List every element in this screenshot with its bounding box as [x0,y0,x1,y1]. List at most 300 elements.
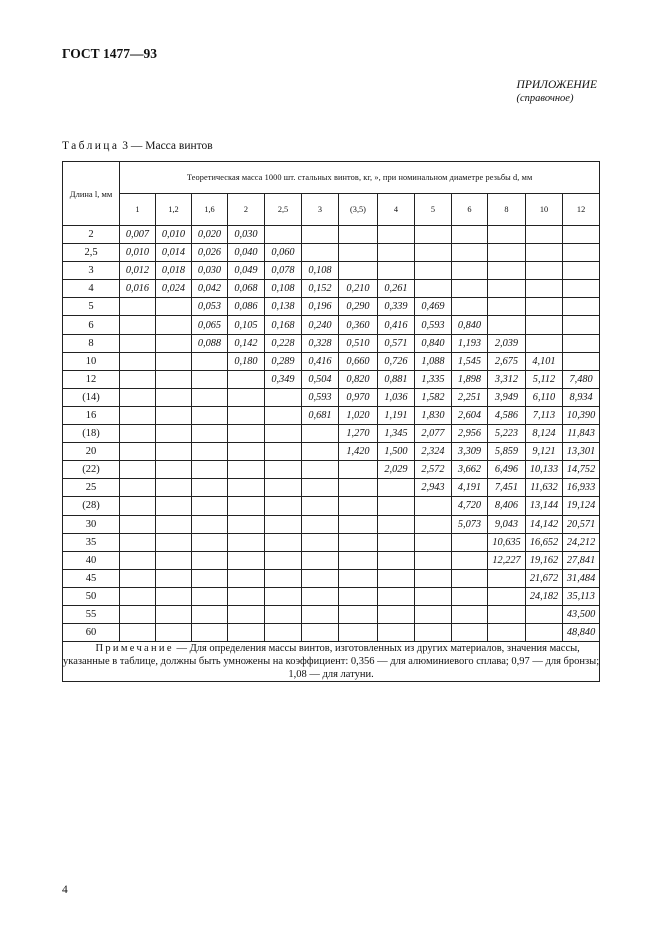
mass-cell [265,425,302,443]
mass-cell [228,587,265,605]
mass-cell [339,515,378,533]
mass-cell [526,334,563,352]
mass-cell [415,262,452,280]
table-caption-text: 3 — Масса винтов [119,140,213,152]
mass-cell [192,406,228,424]
mass-cell: 0,970 [339,388,378,406]
length-cell: 3 [63,262,120,280]
mass-cell [302,605,339,623]
mass-cell: 9,043 [488,515,526,533]
mass-cell [415,515,452,533]
mass-cell [452,551,488,569]
table-row [63,533,600,551]
mass-cell [228,461,265,479]
mass-cell [120,569,156,587]
length-cell: 4 [63,280,120,298]
mass-cell: 0,049 [228,262,265,280]
mass-cell [265,605,302,623]
mass-cell [156,515,192,533]
mass-cell [228,605,265,623]
length-cell: 20 [63,443,120,461]
mass-cell: 1,345 [378,425,415,443]
mass-cell [339,587,378,605]
mass-cell: 0,360 [339,316,378,334]
mass-cell: 16,652 [526,533,563,551]
diameter-header: 8 [488,194,526,226]
mass-cell [488,624,526,642]
mass-cell [265,406,302,424]
mass-cell: 11,632 [526,479,563,497]
mass-cell: 27,841 [563,551,600,569]
table-row [63,334,600,352]
mass-cell: 1,420 [339,443,378,461]
mass-cell [339,497,378,515]
mass-cell [415,587,452,605]
table-row [63,569,600,587]
mass-cell: 0,020 [192,226,228,244]
mass-cell [120,443,156,461]
mass-cell [192,551,228,569]
mass-cell: 0,681 [302,406,339,424]
mass-cell: 0,290 [339,298,378,316]
mass-cell: 1,500 [378,443,415,461]
table-row [63,624,600,642]
length-cell: 40 [63,551,120,569]
mass-cell [488,298,526,316]
mass-cell [265,587,302,605]
mass-cell: 6,496 [488,461,526,479]
mass-cell: 0,010 [120,244,156,262]
mass-cell: 13,301 [563,443,600,461]
table-row [63,316,600,334]
mass-cell [120,461,156,479]
table-row [63,497,600,515]
mass-cell: 0,060 [265,244,302,262]
mass-cell [120,533,156,551]
mass-cell: 0,016 [120,280,156,298]
mass-cell: 7,451 [488,479,526,497]
mass-cell: 0,108 [265,280,302,298]
mass-cell: 0,840 [452,316,488,334]
mass-cell [302,515,339,533]
mass-cell: 0,726 [378,352,415,370]
mass-cell [120,479,156,497]
mass-cell: 2,956 [452,425,488,443]
mass-cell [339,551,378,569]
mass-cell: 2,251 [452,388,488,406]
mass-cell [488,280,526,298]
note-label: Примечание [95,643,174,655]
mass-cell [339,262,378,280]
note-row [63,642,600,682]
mass-cell: 6,110 [526,388,563,406]
mass-cell: 0,469 [415,298,452,316]
mass-group-header: Теоретическая масса 1000 шт. стальных винтов, кг, », при номинальном диаметре резьбы d, мм [120,162,600,194]
mass-cell [156,443,192,461]
mass-cell: 0,105 [228,316,265,334]
diameter-header: 1 [120,194,156,226]
mass-cell [526,316,563,334]
mass-cell [378,587,415,605]
mass-cell: 2,077 [415,425,452,443]
mass-cell [120,515,156,533]
mass-cell: 1,898 [452,370,488,388]
table-note [63,642,600,682]
mass-cell: 0,660 [339,352,378,370]
mass-cell [378,262,415,280]
mass-cell [120,406,156,424]
mass-cell [415,605,452,623]
mass-cell [488,316,526,334]
mass-cell [302,461,339,479]
table-body [63,226,600,642]
mass-cell [378,605,415,623]
mass-cell [302,226,339,244]
mass-cell: 0,026 [192,244,228,262]
mass-cell [192,388,228,406]
mass-cell: 10,635 [488,533,526,551]
length-cell: (28) [63,497,120,515]
mass-cell [563,244,600,262]
mass-cell [339,244,378,262]
mass-cell [452,605,488,623]
mass-cell [378,515,415,533]
mass-cell: 0,042 [192,280,228,298]
mass-cell [156,533,192,551]
length-cell: 16 [63,406,120,424]
mass-cell [228,443,265,461]
mass-cell [120,587,156,605]
mass-cell: 7,113 [526,406,563,424]
table-row [63,388,600,406]
mass-cell [452,298,488,316]
mass-cell: 4,191 [452,479,488,497]
mass-cell [192,533,228,551]
mass-cell [120,370,156,388]
mass-cell [452,624,488,642]
mass-cell: 4,586 [488,406,526,424]
mass-cell [120,388,156,406]
mass-cell [265,388,302,406]
mass-cell [265,533,302,551]
mass-cell: 0,571 [378,334,415,352]
mass-cell [526,226,563,244]
mass-cell: 48,840 [563,624,600,642]
screw-mass-table [62,161,600,682]
mass-cell [156,388,192,406]
mass-cell [563,316,600,334]
mass-cell: 0,068 [228,280,265,298]
mass-cell [192,515,228,533]
mass-cell: 0,416 [378,316,415,334]
length-column-header: Длина l, мм [63,162,120,226]
mass-cell [120,352,156,370]
mass-cell: 2,572 [415,461,452,479]
mass-cell: 8,406 [488,497,526,515]
mass-cell [302,443,339,461]
mass-cell [302,624,339,642]
mass-cell [302,497,339,515]
mass-cell: 0,065 [192,316,228,334]
mass-cell [156,316,192,334]
mass-cell [339,605,378,623]
mass-cell [265,497,302,515]
mass-cell: 0,053 [192,298,228,316]
appendix-heading [517,78,597,106]
length-cell: 5 [63,298,120,316]
mass-cell [452,280,488,298]
mass-cell: 0,108 [302,262,339,280]
mass-cell [452,533,488,551]
mass-cell [120,334,156,352]
mass-cell: 2,324 [415,443,452,461]
mass-cell [378,244,415,262]
length-cell: (22) [63,461,120,479]
mass-cell: 43,500 [563,605,600,623]
mass-cell [156,461,192,479]
length-cell: 10 [63,352,120,370]
mass-cell [415,226,452,244]
mass-cell: 2,943 [415,479,452,497]
mass-cell [415,244,452,262]
mass-cell: 0,030 [192,262,228,280]
mass-cell: 2,029 [378,461,415,479]
diameter-header: 5 [415,194,452,226]
mass-cell: 0,012 [120,262,156,280]
mass-cell [563,226,600,244]
page-number: 4 [62,884,68,896]
mass-cell: 0,040 [228,244,265,262]
mass-cell [378,551,415,569]
table-row [63,443,600,461]
mass-cell: 3,949 [488,388,526,406]
mass-cell: 21,672 [526,569,563,587]
mass-cell [488,569,526,587]
mass-cell [302,587,339,605]
table-row [63,425,600,443]
mass-cell [228,497,265,515]
mass-cell [120,551,156,569]
length-cell: 35 [63,533,120,551]
mass-cell: 1,036 [378,388,415,406]
mass-cell: 0,261 [378,280,415,298]
mass-cell: 3,309 [452,443,488,461]
diameter-header: (3,5) [339,194,378,226]
mass-cell: 0,510 [339,334,378,352]
diameter-header: 12 [563,194,600,226]
table-row [63,551,600,569]
mass-cell: 8,934 [563,388,600,406]
mass-cell [192,624,228,642]
length-cell: 6 [63,316,120,334]
mass-cell [156,497,192,515]
length-cell: 2,5 [63,244,120,262]
mass-cell [452,244,488,262]
mass-cell: 4,720 [452,497,488,515]
mass-cell [192,352,228,370]
table-row [63,244,600,262]
mass-cell [156,425,192,443]
mass-cell [378,497,415,515]
table-caption [62,140,213,152]
mass-cell [265,515,302,533]
table-caption-label: Таблица [62,140,120,152]
mass-cell [156,352,192,370]
diameter-header: 2,5 [265,194,302,226]
mass-cell: 0,210 [339,280,378,298]
mass-cell [339,461,378,479]
mass-cell: 4,101 [526,352,563,370]
mass-cell [156,624,192,642]
mass-cell [452,569,488,587]
mass-cell [488,262,526,280]
mass-cell [563,334,600,352]
appendix-title: ПРИЛОЖЕНИЕ [516,79,597,91]
mass-cell: 1,270 [339,425,378,443]
mass-cell [563,352,600,370]
mass-cell: 9,121 [526,443,563,461]
mass-cell [378,533,415,551]
mass-cell [265,624,302,642]
diameter-header: 6 [452,194,488,226]
mass-cell: 5,112 [526,370,563,388]
mass-cell: 0,142 [228,334,265,352]
mass-cell: 20,571 [563,515,600,533]
mass-cell [156,587,192,605]
mass-cell [228,370,265,388]
mass-cell [415,497,452,515]
mass-cell: 24,182 [526,587,563,605]
mass-cell [452,262,488,280]
table-row [63,370,600,388]
mass-cell: 19,162 [526,551,563,569]
mass-cell [228,569,265,587]
mass-cell [192,569,228,587]
table-row [63,262,600,280]
mass-cell: 0,339 [378,298,415,316]
diameter-header: 1,2 [156,194,192,226]
mass-cell: 5,859 [488,443,526,461]
mass-cell: 0,349 [265,370,302,388]
diameter-header: 3 [302,194,339,226]
mass-cell: 1,088 [415,352,452,370]
mass-cell: 0,138 [265,298,302,316]
mass-cell: 0,018 [156,262,192,280]
mass-cell: 5,223 [488,425,526,443]
mass-cell [192,497,228,515]
mass-cell [228,406,265,424]
length-cell: 25 [63,479,120,497]
mass-cell [339,624,378,642]
mass-cell [228,479,265,497]
mass-cell [265,461,302,479]
mass-cell: 2,604 [452,406,488,424]
table-row [63,461,600,479]
mass-cell: 0,328 [302,334,339,352]
mass-cell [265,443,302,461]
length-cell: (14) [63,388,120,406]
mass-cell: 1,193 [452,334,488,352]
mass-cell [228,388,265,406]
mass-cell [156,479,192,497]
mass-cell: 10,390 [563,406,600,424]
mass-cell: 0,180 [228,352,265,370]
mass-cell: 2,675 [488,352,526,370]
mass-cell: 14,142 [526,515,563,533]
mass-cell [339,226,378,244]
mass-cell [192,461,228,479]
mass-cell: 8,124 [526,425,563,443]
document-code: ГОСТ 1477—93 [62,46,158,61]
mass-cell [415,280,452,298]
mass-cell: 0,088 [192,334,228,352]
mass-cell: 0,289 [265,352,302,370]
table-row [63,587,600,605]
mass-cell [156,406,192,424]
mass-cell: 35,113 [563,587,600,605]
mass-cell [120,298,156,316]
mass-cell [339,569,378,587]
mass-cell [192,370,228,388]
mass-cell: 24,212 [563,533,600,551]
mass-cell: 13,144 [526,497,563,515]
mass-cell [228,425,265,443]
mass-cell [156,551,192,569]
mass-cell: 7,480 [563,370,600,388]
mass-cell: 1,545 [452,352,488,370]
mass-cell: 0,196 [302,298,339,316]
mass-cell [156,334,192,352]
length-cell: 8 [63,334,120,352]
mass-cell: 1,191 [378,406,415,424]
mass-cell [228,515,265,533]
mass-cell: 19,124 [563,497,600,515]
mass-cell: 3,662 [452,461,488,479]
mass-cell [120,316,156,334]
mass-cell: 10,133 [526,461,563,479]
mass-cell: 12,227 [488,551,526,569]
mass-cell [378,624,415,642]
diameter-header: 10 [526,194,563,226]
mass-cell [452,587,488,605]
mass-cell: 0,881 [378,370,415,388]
mass-cell [302,551,339,569]
mass-cell [302,533,339,551]
table-row [63,605,600,623]
mass-cell: 11,843 [563,425,600,443]
mass-cell: 2,039 [488,334,526,352]
length-cell: 30 [63,515,120,533]
mass-cell: 1,020 [339,406,378,424]
table-row [63,352,600,370]
appendix-subtitle: (справочное) [516,93,574,104]
mass-cell [488,605,526,623]
mass-cell [526,244,563,262]
mass-cell [302,244,339,262]
table-row [63,479,600,497]
mass-cell [302,569,339,587]
length-cell: 50 [63,587,120,605]
table-row [63,298,600,316]
mass-cell: 1,335 [415,370,452,388]
diameter-header: 4 [378,194,415,226]
mass-cell [526,605,563,623]
mass-cell: 0,840 [415,334,452,352]
mass-cell [488,226,526,244]
mass-cell: 0,593 [415,316,452,334]
mass-cell [192,479,228,497]
mass-cell [228,551,265,569]
